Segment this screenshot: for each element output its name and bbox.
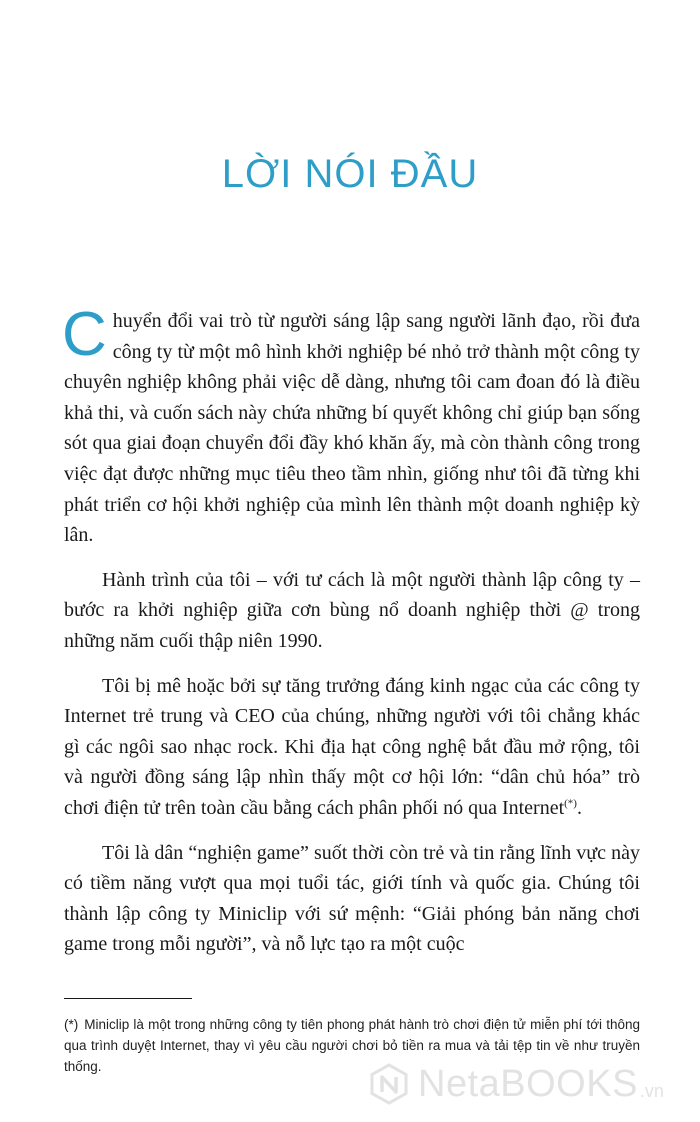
footnote-divider <box>64 998 192 999</box>
page-title: LỜI NÓI ĐẦU <box>221 152 479 196</box>
watermark <box>368 1058 688 1110</box>
watermark-suffix: .vn <box>639 1081 664 1101</box>
paragraph-3-text: Tôi bị mê hoặc bởi sự tăng trưởng đáng kinh ngạc của các công ty Internet trẻ trung và CEO của chúng, những người với tôi chẳng khác gì các ngôi sao nhạc rock. Khi địa hạt công nghệ bắt đầu mở rộng, tôi và người đồng sáng lập nhìn thấy một cơ hội lớn: “dân chủ hóa” trò chơi điện tử trên toàn cầu bằng cách phân phối nó qua Internet <box>64 674 640 819</box>
watermark-text: NetaBOOKS <box>418 1062 638 1105</box>
footnote-text: Miniclip là một trong những công ty tiên phong phát hành trò chơi điện tử miễn phí tới thông qua trình duyệt Internet, thay vì yêu cầu người chơi bỏ tiền ra mua và tải tệp tin về như truyền thống. <box>64 1017 640 1074</box>
paragraph-2: Hành trình của tôi – với tư cách là một người thành lập công ty – bước ra khởi nghiệp giữa cơn bùng nổ doanh nghiệp thời @ trong những năm cuối thập niên 1990. <box>64 568 640 652</box>
body-text <box>62 300 640 974</box>
paragraph-3 <box>64 671 640 824</box>
drop-cap: C <box>62 300 107 369</box>
paragraph-1-text: huyển đổi vai trò từ người sáng lập sang người lãnh đạo, rồi đưa công ty từ một mô hình khởi nghiệp bé nhỏ trở thành một công ty chuyên nghiệp không phải việc dễ dàng, nhưng tôi cam đoan đó là điều khả thi, và cuốn sách này chứa những bí quyết không chỉ giúp bạn sống sót qua giai đoạn chuyển đổi đầy khó khăn ấy, mà còn thành công trong việc đạt được những mục tiêu theo tầm nhìn, giống như tôi đã từng khi phát triển cơ hội khởi nghiệp của mình lên thành một doanh nghiệp kỳ lân. <box>64 310 640 547</box>
netabooks-logo-icon <box>368 1063 410 1105</box>
paragraph-4: Tôi là dân “nghiện game” suốt thời còn trẻ và tin rằng lĩnh vực này có tiềm năng vượt qua mọi tuổi tác, giới tính và quốc gia. Chúng tôi thành lập công ty Miniclip với sứ mệnh: “Giải phóng bản năng chơi game trong mỗi người”, và nỗ lực tạo ra một cuộc <box>64 841 640 956</box>
footnote-mark: (*) <box>64 1017 79 1032</box>
paragraph-3-end: . <box>576 796 582 819</box>
footnote-reference: (*) <box>564 797 577 810</box>
paragraph-1 <box>62 300 640 551</box>
